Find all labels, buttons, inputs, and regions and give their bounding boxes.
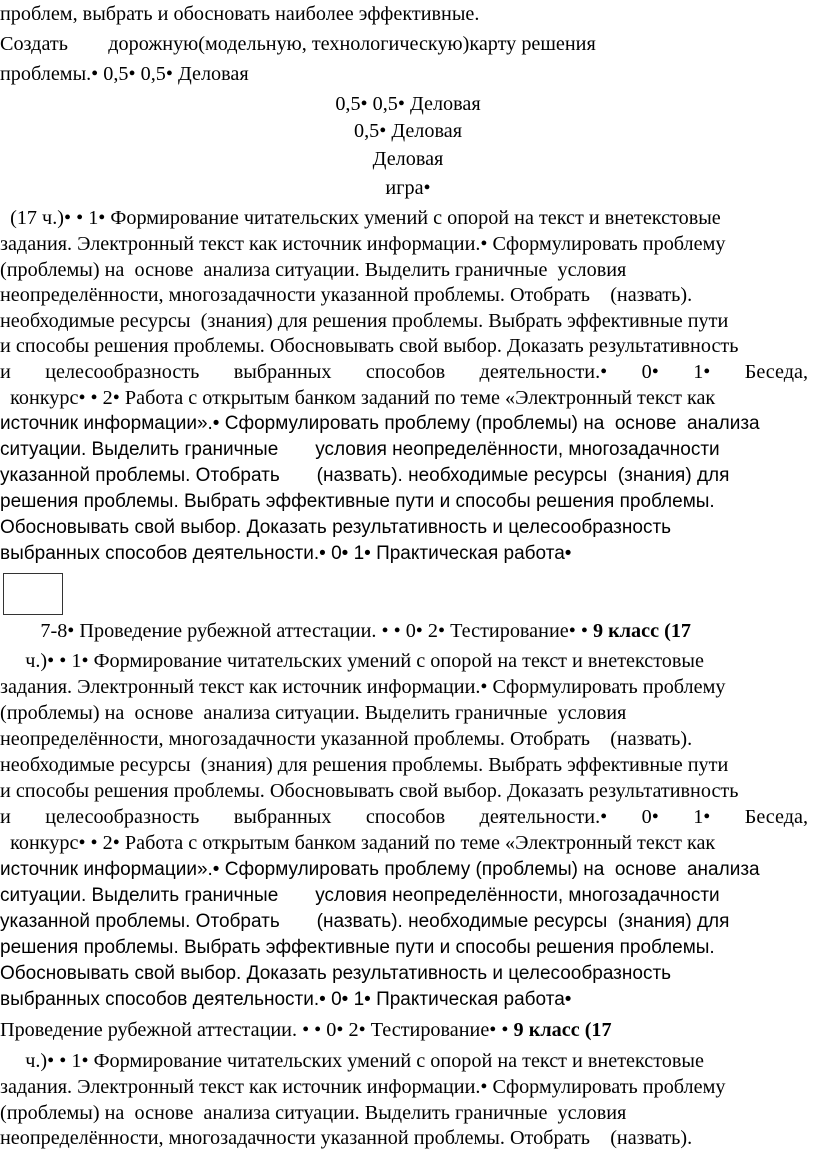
text-line: (проблемы) на основе анализа ситуации. Выделить граничные условия [0, 1102, 627, 1124]
empty-box [3, 573, 63, 615]
text-line: неопределённости, многозадачности указанной проблемы. Отобрать (назвать). [0, 728, 693, 750]
text-line: ч.)• • 1• Формирование читательских умений с опорой на текст и внетекстовые [0, 650, 704, 672]
text-line: ситуации. Выделить граничные условия неопределённости, многозадачности [0, 885, 720, 906]
text-line: необходимые ресурсы (знания) для решения проблемы. Выбрать эффективные пути [0, 310, 729, 332]
text-line: конкурс• • 2• Работа с открытым банком заданий по теме «Электронный текст как [0, 832, 716, 854]
text-line: указанной проблемы. Отобрать (назвать). необходимые ресурсы (знания) для [0, 465, 730, 486]
text-line: ситуации. Выделить граничные условия неопределённости, многозадачности [0, 439, 720, 460]
text-line: Обосновывать свой выбор. Доказать результативность и целесообразность [0, 517, 672, 538]
text-line: (17 ч.)• • 1• Формирование читательских умений с опорой на текст и внетекстовые [0, 207, 721, 229]
text-line: проблемы.• 0,5• 0,5• Деловая [0, 63, 249, 85]
attestation-text: Проведение рубежной аттестации. • • 0• 2• Тестирование• • [0, 1019, 514, 1041]
text-line [0, 1018, 816, 1042]
text-line: источник информации».• Сформулировать проблему (проблемы) на основе анализа [0, 859, 760, 880]
text-line: (проблемы) на основе анализа ситуации. Выделить граничные условия [0, 702, 627, 724]
text-line: Обосновывать свой выбор. Доказать результативность и целесообразность [0, 963, 672, 984]
text-line: источник информации».• Сформулировать проблему (проблемы) на основе анализа [0, 413, 760, 434]
text-line [0, 619, 816, 643]
text-line: решения проблемы. Выбрать эффективные пути и способы решения проблемы. [0, 491, 715, 512]
text-line: ч.)• • 1• Формирование читательских умений с опорой на текст и внетекстовые [0, 1050, 704, 1072]
text-line: и способы решения проблемы. Обосновывать свой выбор. Доказать результативность [0, 780, 739, 802]
text-line: решения проблемы. Выбрать эффективные пути и способы решения проблемы. [0, 937, 715, 958]
text-line: конкурс• • 2• Работа с открытым банком заданий по теме «Электронный текст как [0, 387, 716, 409]
text-line: и целесообразность выбранных способов деятельности.• 0• 1• Беседа, [0, 806, 808, 828]
section-heading: 9 класс (17 [592, 620, 692, 642]
text-line: игра• [385, 177, 431, 199]
text-line: неопределённости, многозадачности указанной проблемы. Отобрать (назвать). [0, 1127, 693, 1149]
section-heading: 9 класс (17 [513, 1019, 612, 1041]
text-line: 0,5• 0,5• Деловая [335, 93, 481, 115]
text-line: неопределённости, многозадачности указанной проблемы. Отобрать (назвать). [0, 284, 693, 306]
text-line: проблем, выбрать и обосновать наиболее эффективные. [0, 3, 480, 25]
attestation-text: 7-8• Проведение рубежной аттестации. • • 0• 2• Тестирование• • [0, 620, 593, 642]
text-line: выбранных способов деятельности.• 0• 1• Практическая работа• [0, 543, 572, 564]
text-line: Деловая [372, 148, 444, 170]
text-line: (проблемы) на основе анализа ситуации. Выделить граничные условия [0, 259, 627, 281]
text-line: и способы решения проблемы. Обосновывать свой выбор. Доказать результативность [0, 335, 739, 357]
text-line: необходимые ресурсы (знания) для решения проблемы. Выбрать эффективные пути [0, 754, 729, 776]
text-line: и целесообразность выбранных способов деятельности.• 0• 1• Беседа, [0, 361, 808, 383]
text-line: 0,5• Деловая [353, 120, 462, 142]
text-line: задания. Электронный текст как источник информации.• Сформулировать проблему [0, 676, 726, 698]
text-line: задания. Электронный текст как источник информации.• Сформулировать проблему [0, 233, 726, 255]
text-line: Создать дорожную(модельную, технологическую)карту решения [0, 33, 596, 55]
text-line: выбранных способов деятельности.• 0• 1• Практическая работа• [0, 989, 572, 1010]
text-line: задания. Электронный текст как источник информации.• Сформулировать проблему [0, 1076, 726, 1098]
text-line: указанной проблемы. Отобрать (назвать). необходимые ресурсы (знания) для [0, 911, 730, 932]
